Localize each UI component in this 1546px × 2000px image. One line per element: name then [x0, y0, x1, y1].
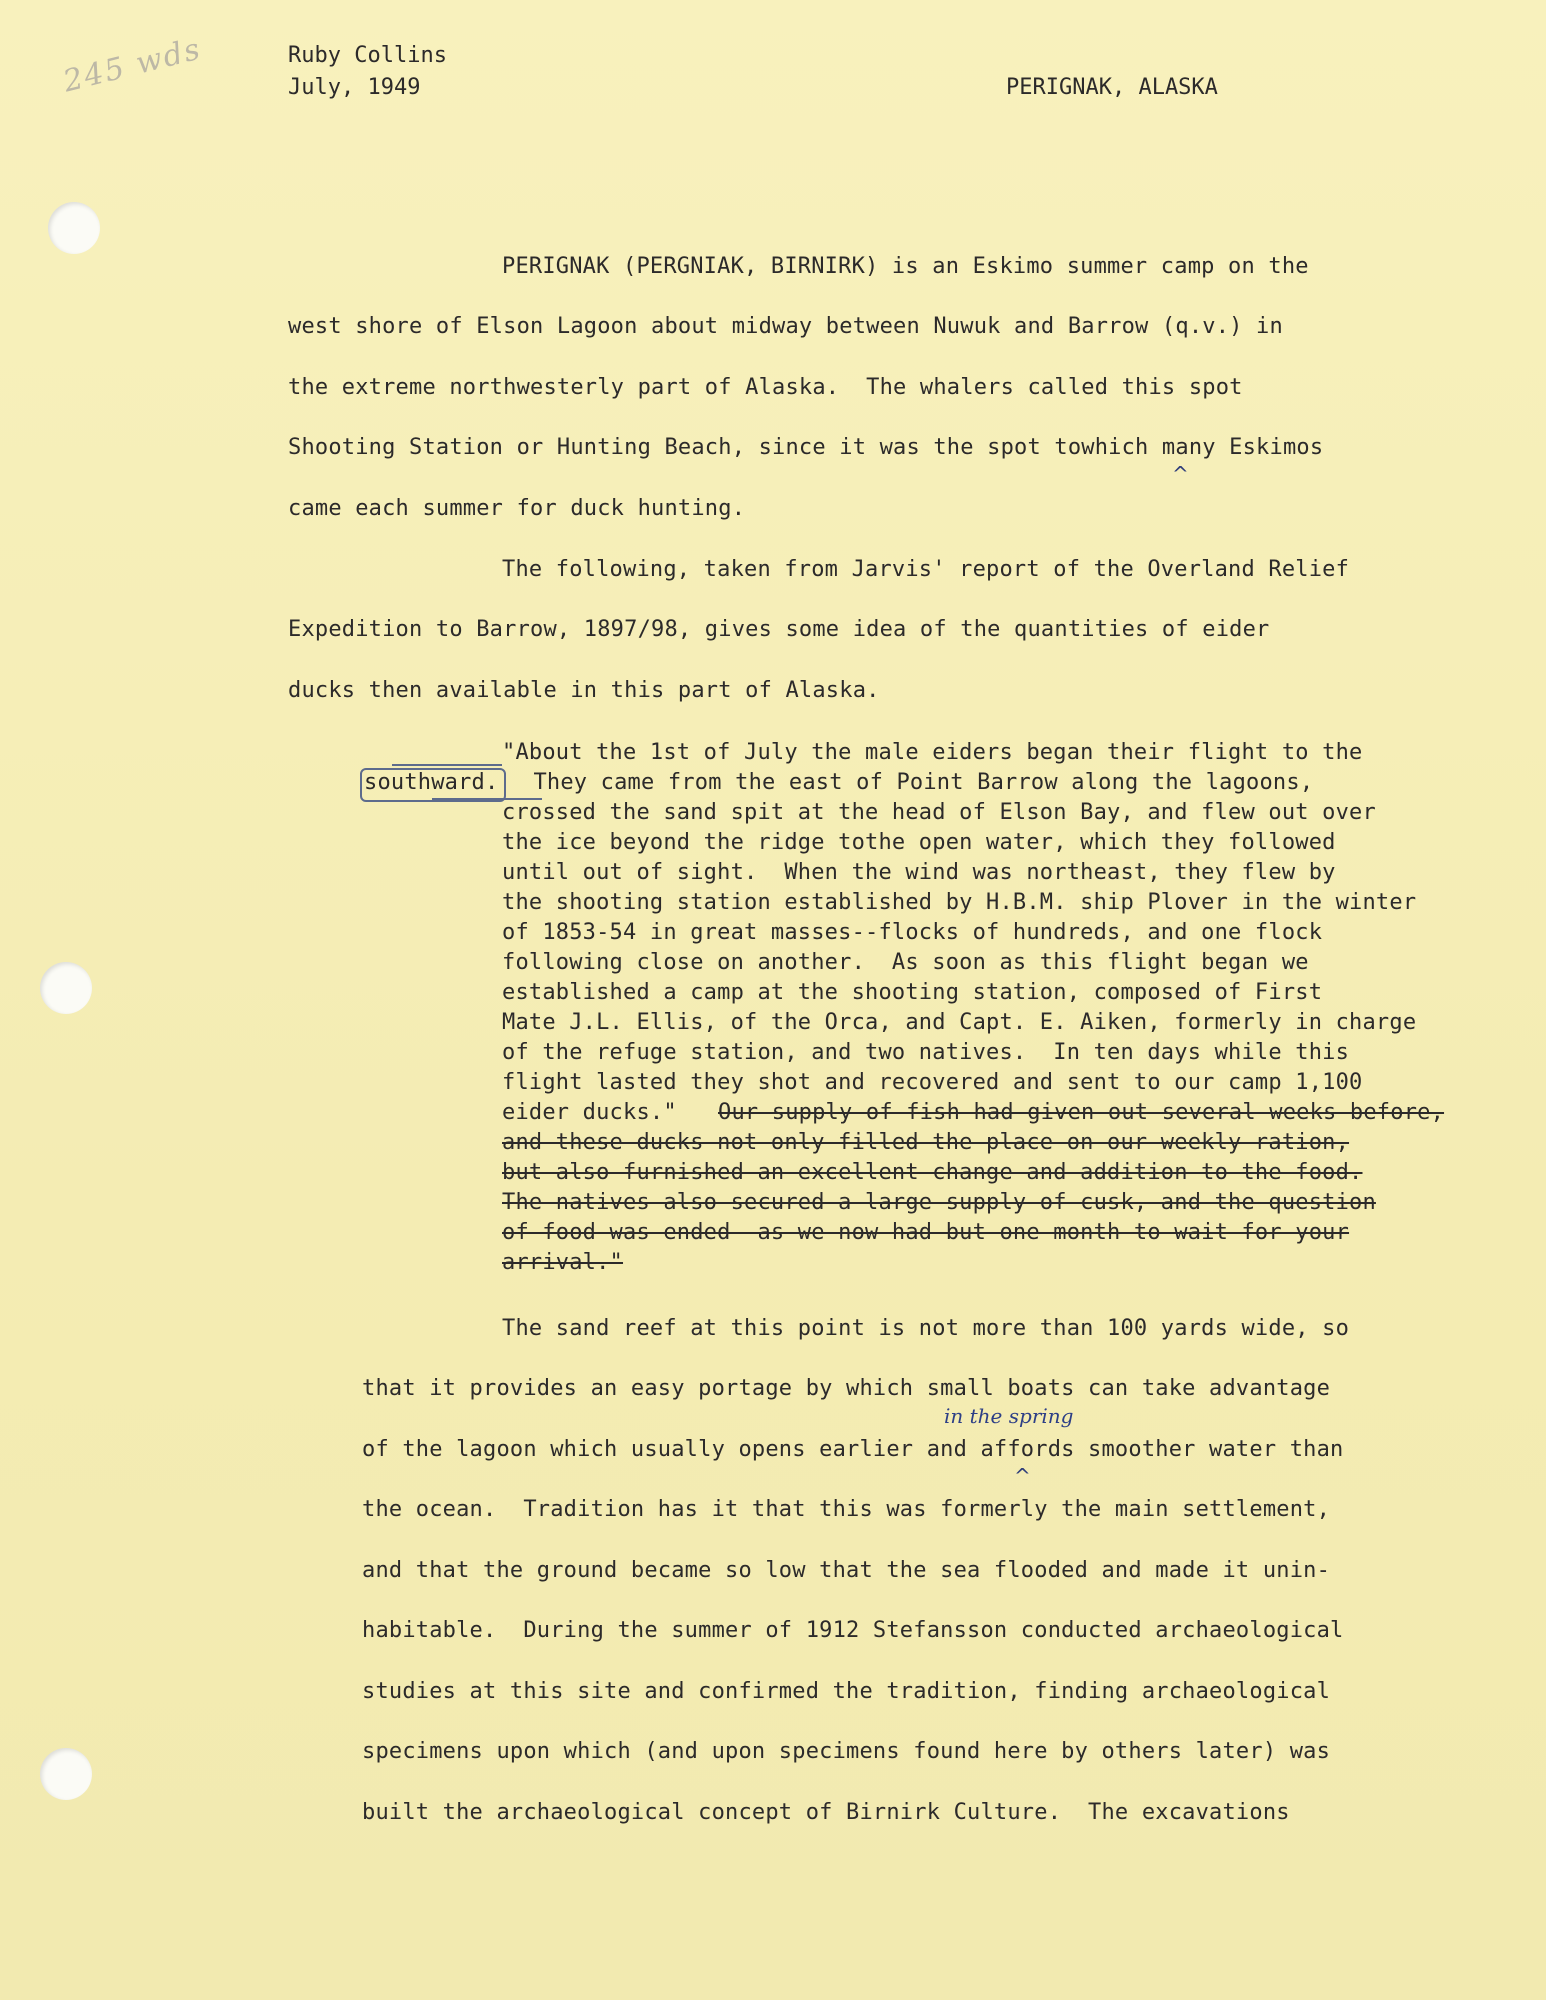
insertion-caret: ^ — [1172, 462, 1189, 486]
editor-guide-line — [392, 764, 502, 766]
para3-line-3: of the lagoon which usually opens earlier and affords smoother water than — [362, 1437, 1344, 1462]
place-title: PERIGNAK, ALASKA — [1006, 75, 1218, 100]
para3-line-9: built the archaeological concept of Birnirk Culture. The excavations — [362, 1800, 1290, 1825]
quote-line-9: established a camp at the shooting station, composed of First — [502, 980, 1323, 1005]
para1-line-5: came each summer for duck hunting. — [288, 496, 746, 521]
para3-line-4: the ocean. Tradition has it that this was formerly the main settlement, — [362, 1497, 1331, 1522]
quote-line-17-struck: of food was ended as we now had but one month to wait for your — [502, 1220, 1350, 1245]
quote-line-15-struck: but also furnished an excellent change and addition to the food. — [502, 1160, 1363, 1185]
quote-line-3: crossed the sand spit at the head of Elson Bay, and flew out over — [502, 800, 1376, 825]
quote-line-5: until out of sight. When the wind was northeast, they flew by — [502, 860, 1336, 885]
para3-line-6: habitable. During the summer of 1912 Stefansson conducted archaeological — [362, 1618, 1344, 1643]
para1-line-3: the extreme northwesterly part of Alaska. The whalers called this spot — [288, 375, 1243, 400]
quote-line-11: of the refuge station, and two natives. In ten days while this — [502, 1040, 1350, 1065]
document-date: July, 1949 — [288, 75, 421, 100]
punch-hole-bottom — [40, 1748, 92, 1800]
para3-line-1: The sand reef at this point is not more than 100 yards wide, so — [502, 1316, 1350, 1341]
quote-line-2: They came from the east of Point Barrow along the lagoons, — [520, 770, 1314, 795]
quote-line-12: flight lasted they shot and recovered and sent to our camp 1,100 — [502, 1070, 1363, 1095]
para3-line-8: specimens upon which (and upon specimens found here by others later) was — [362, 1739, 1331, 1764]
quote-line-16-struck: The natives also secured a large supply of cusk, and the question — [502, 1190, 1376, 1215]
para3-line-7: studies at this site and confirmed the tradition, finding archaeological — [362, 1679, 1331, 1704]
margin-word-count-note: 245 wds — [59, 31, 206, 100]
insertion-caret-2: ^ — [1014, 1464, 1031, 1488]
quote-line-8: following close on another. As soon as this flight began we — [502, 950, 1309, 975]
para1-line-4: Shooting Station or Hunting Beach, since it was the spot towhich many Eskimos — [288, 435, 1324, 460]
quote-line-1: "About the 1st of July the male eiders began their flight to the — [502, 740, 1363, 765]
para2-line-2: Expedition to Barrow, 1897/98, gives some idea of the quantities of eider — [288, 617, 1270, 642]
handwritten-insertion: in the spring — [944, 1404, 1074, 1428]
quote-line-13-kept: eider ducks." — [502, 1100, 677, 1125]
para3-line-5: and that the ground became so low that the sea flooded and made it unin- — [362, 1558, 1331, 1583]
para2-line-3: ducks then available in this part of Alaska. — [288, 678, 880, 703]
quote-line-18-struck: arrival." — [502, 1250, 624, 1275]
quote-line-10: Mate J.L. Ellis, of the Orca, and Capt. E. Aiken, formerly in charge — [502, 1010, 1417, 1035]
quote-line-6: the shooting station established by H.B.M. ship Plover in the winter — [502, 890, 1417, 915]
quote-line-7: of 1853-54 in great masses--flocks of hundreds, and one flock — [502, 920, 1323, 945]
quote-line-13-struck: Our supply of fish had given out several weeks before, — [718, 1100, 1445, 1125]
para2-line-1: The following, taken from Jarvis' report of the Overland Relief — [502, 557, 1350, 582]
punch-hole-top — [48, 202, 100, 254]
para1-line-1: PERIGNAK (PERGNIAK, BIRNIRK) is an Eskimo summer camp on the — [502, 254, 1309, 279]
quote-line-4: the ice beyond the ridge tothe open water, which they followed — [502, 830, 1336, 855]
para3-line-2: that it provides an easy portage by which small boats can take advantage — [362, 1376, 1331, 1401]
quote-line-14-struck: and these ducks not only filled the place on our weekly ration, — [502, 1130, 1350, 1155]
author-name: Ruby Collins — [288, 43, 447, 68]
punch-hole-middle — [40, 962, 92, 1014]
para1-line-2: west shore of Elson Lagoon about midway between Nuwuk and Barrow (q.v.) in — [288, 314, 1283, 339]
quote-line-2-boxed: southward. — [364, 770, 499, 795]
